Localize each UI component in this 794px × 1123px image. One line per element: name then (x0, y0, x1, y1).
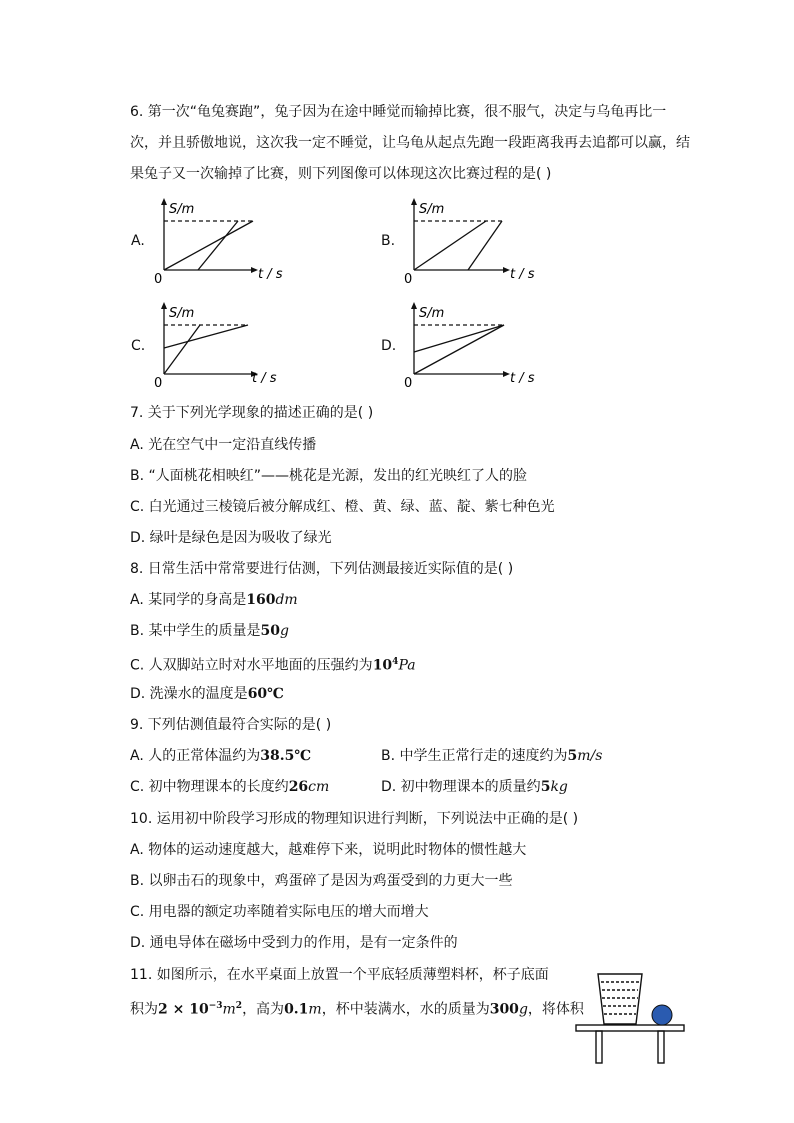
q6-option-d-label: D. (381, 338, 397, 354)
q8-option-d: D. 洗澡水的温度是60℃ (130, 686, 284, 702)
q11-line-1: 11. 如图所示，在水平桌面上放置一个平底轻质薄塑料杯，杯子底面 (130, 967, 549, 983)
graph-b-y-label: S/m (419, 202, 445, 217)
graph-d-y-label: S/m (419, 306, 445, 321)
q8-stem: 8. 日常生活中常常要进行估测，下列估测最接近实际值的是( ) (130, 561, 514, 577)
q10-option-c: C. 用电器的额定功率随着实际电压的增大而增大 (130, 904, 429, 920)
q6-option-b-label: B. (381, 233, 396, 249)
q6-line-3: 果兔子又一次输掉了比赛，则下列图像可以体现这次比赛过程的是( ) (130, 166, 552, 182)
graph-a-line-2 (198, 221, 238, 270)
cup-outline (598, 974, 642, 1024)
q8-option-c: C. 人双脚站立时对水平地面的压强约为$10^4Pa$ (130, 657, 416, 674)
q7-option-b: B. “人面桃花相映红”——桃花是光源，发出的红光映红了人的脸 (130, 468, 528, 484)
q9-option-b: B. 中学生正常行走的速度约为5m/s (381, 748, 603, 764)
graph-a-line-1 (164, 221, 253, 270)
q7-option-a: A. 光在空气中一定沿直线传播 (130, 437, 317, 453)
table-top (576, 1025, 684, 1031)
graph-d-line-1 (414, 325, 504, 352)
graph-d-origin: 0 (404, 376, 413, 391)
q6-graph-b (400, 196, 545, 291)
graph-c-line-1 (164, 325, 248, 348)
graph-c-origin: 0 (154, 376, 163, 391)
q6-line-1: 6. 第一次“龟兔赛跑”，兔子因为在途中睡觉而输掉比赛，很不服气，决定与乌龟再比一 (130, 104, 667, 120)
q7-option-d: D. 绿叶是绿色是因为吸收了绿光 (130, 530, 332, 546)
q10-option-b: B. 以卵击石的现象中，鸡蛋碎了是因为鸡蛋受到的力更大一些 (130, 873, 513, 889)
q10-option-a: A. 物体的运动速度越大，越难停下来，说明此时物体的惯性越大 (130, 842, 527, 858)
q7-option-c: C. 白光通过三棱镜后被分解成红、橙、黄、绿、蓝、靛、紫七种色光 (130, 499, 555, 515)
graph-b-line-1 (414, 221, 486, 270)
q8-option-a: A. 某同学的身高是160dm (130, 592, 298, 608)
graph-d-line-2 (414, 325, 504, 374)
q6-graph-d (400, 300, 545, 395)
q6-line-2: 次，并且骄傲地说，这次我一定不睡觉，让乌龟从起点先跑一段距离我再去追都可以赢，结 (130, 135, 690, 151)
graph-a-x-label: t / s (258, 267, 283, 282)
q9-option-c: C. 初中物理课本的长度约26cm (130, 779, 330, 795)
graph-c-y-label: S/m (169, 306, 195, 321)
q10-stem: 10. 运用初中阶段学习形成的物理知识进行判断，下列说法中正确的是( ) (130, 811, 579, 827)
table-leg-right (658, 1031, 664, 1063)
graph-a-origin: 0 (154, 272, 163, 287)
q6-graph-a (150, 196, 290, 291)
graph-b-origin: 0 (404, 272, 413, 287)
q6-graph-c (150, 300, 290, 395)
q11-line-2: 积为$2 \times 10^{-3}m^2$，高为0.1m，杯中装满水，水的质量为300g，将体积 (130, 1001, 584, 1018)
q9-stem: 9. 下列估测值最符合实际的是( ) (130, 717, 332, 733)
q9-option-a: A. 人的正常体温约为38.5℃ (130, 748, 312, 764)
graph-c-x-label: t / s (252, 371, 277, 386)
q6-option-c-label: C. (131, 338, 146, 354)
table-leg-left (596, 1031, 602, 1063)
q11-figure-cup-table (570, 968, 690, 1068)
q10-option-d: D. 通电导体在磁场中受到力的作用，是有一定条件的 (130, 935, 458, 951)
q9-option-d: D. 初中物理课本的质量约5kg (381, 779, 568, 795)
q6-option-a-label: A. (131, 233, 145, 249)
ball (652, 1005, 672, 1025)
q8-option-b: B. 某中学生的质量是50g (130, 623, 289, 639)
graph-b-line-2 (468, 221, 502, 270)
graph-c-line-2 (164, 325, 200, 374)
graph-a-y-label: S/m (169, 202, 195, 217)
graph-d-x-label: t / s (510, 371, 535, 386)
graph-b-x-label: t / s (510, 267, 535, 282)
q7-stem: 7. 关于下列光学现象的描述正确的是( ) (130, 405, 374, 421)
